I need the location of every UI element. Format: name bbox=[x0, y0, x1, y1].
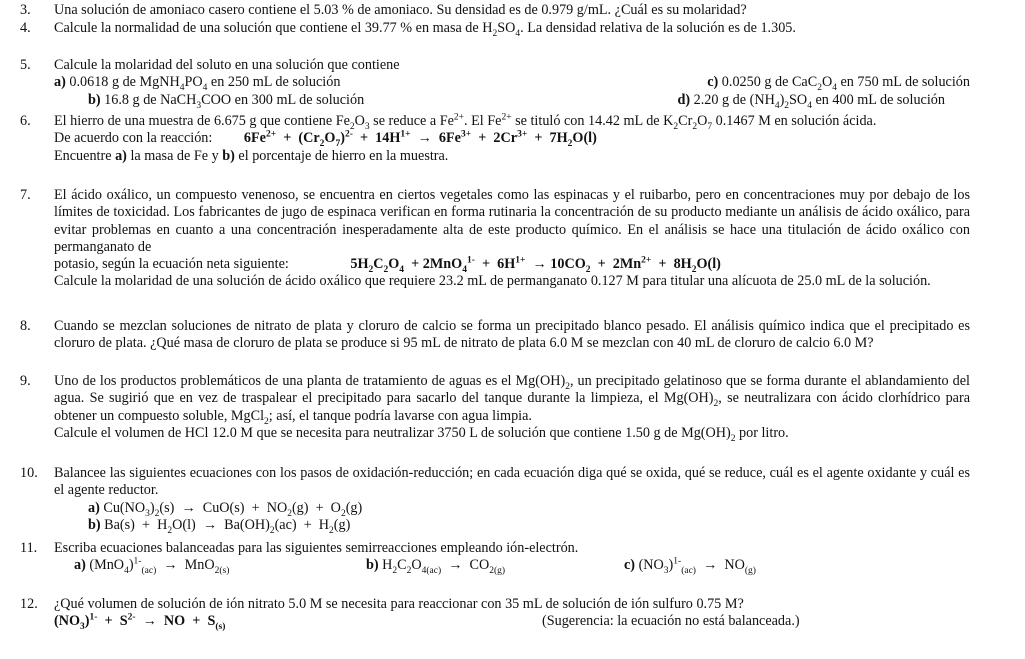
oxalic-equation: $5H_2C_2O_4 + 2MnO_4^{1-} + 6H^{1+} \to 10CO_2 + 2Mn^{2+} + 8H_2O(l)$ bbox=[350, 255, 721, 276]
question-text: El hierro de una muestra de 6.675 g que contiene $Fe_2O_3$ se reduce a $Fe^{2+}$. El $Fe^{2+}$ se tituló con 14.42 mL de $K_2Cr_2O_7$ 0.1467 M en solución ácida. bbox=[54, 112, 877, 132]
question-9 bbox=[20, 373, 970, 442]
half-reaction-b: b) $H_2C_2O_{4(ac)} \to CO_{2(g)}$ bbox=[366, 557, 506, 577]
question-number: 3. bbox=[20, 2, 31, 18]
question-number: 12. bbox=[20, 596, 38, 612]
sub-row-2 bbox=[88, 92, 945, 109]
question-text: Escriba ecuaciones balanceadas para las siguientes semirreacciones empleando ión-electrón. bbox=[54, 540, 579, 556]
sub-row-1 bbox=[54, 74, 970, 94]
equation-line: potasio, según la ecuación neta siguiente: $5H_2C_2O_4 + 2MnO_4^{1-} + 6H^{1+} \to 10CO_2 + 2Mn^{2+} + 8H_2O(l)$ bbox=[54, 255, 721, 276]
question-text: Cuando se mezclan soluciones de nitrato de plata y cloruro de calcio se forma un precipitado blanco pesado. El análisis químico indica que el precipitado es cloruro de plata. ¿Qué masa de cloruro de plata se produce si 95 mL de nitrato de plata 6.0 M se mezclan con 40 mL de cloruro de calcio 6.0 M? bbox=[54, 318, 970, 352]
equation-a: a) $Cu(NO_3)_2(s) \to CuO(s) + NO_2(g) + O_2(g)$ bbox=[88, 499, 363, 519]
question-text: Calcule la normalidad de una solución que contiene el 39.77 % en masa de $H_2SO_4$. La densidad relativa de la solución es de 1.305. bbox=[54, 20, 796, 39]
question-text-2: Calcule el volumen de HCl 12.0 M que se necesita para neutralizar 3750 L de solución que contiene 1.50 g de $Mg(OH)_2$ por litro. bbox=[54, 424, 789, 444]
question-text: ¿Qué volumen de solución de ión nitrato 5.0 M se necesita para reaccionar con 35 mL de solución de ión sulfuro 0.75 M? bbox=[54, 596, 744, 612]
hint-text: (Sugerencia: la ecuación no está balanceada.) bbox=[542, 613, 800, 630]
reaction-equation: $6Fe^{2+} + (Cr_2O_7)^{2-} + 14H^{1+} \to 6Fe^{3+} + 2Cr^{3+} + 7H_2O(l)$ bbox=[243, 129, 597, 150]
half-reaction-c: c) $(NO_3)^{1-}_{(ac)} \to NO_{(g)}$ bbox=[624, 556, 756, 577]
question-12 bbox=[20, 596, 970, 631]
question-text: Una solución de amoniaco casero contiene el 5.03 % de amoniaco. Su densidad es de 0.979 g/mL. ¿Cuál es su molaridad? bbox=[54, 2, 747, 18]
question-7 bbox=[20, 187, 970, 291]
question-8 bbox=[20, 318, 970, 353]
question-text: Balancee las siguientes ecuaciones con los pasos de oxidación-reducción; en cada ecuación diga qué se oxida, qué se reduce, cuál es el agente oxidante y cuál es el agente reductor. bbox=[54, 465, 970, 499]
reaction-line: De acuerdo con la reacción: $6Fe^{2+} + (Cr_2O_7)^{2-} + 14H^{1+} \to 6Fe^{3+} + 2Cr^{3+} + 7H_2O(l)$ bbox=[54, 129, 597, 150]
question-text: El ácido oxálico, un compuesto venenoso, se encuentra en ciertos vegetales como las espinacas y el ruibarbo, pero en concentraciones muy por debajo de los límites de toxicidad. Los fabricantes de jugo de espinaca verifican en forma rutinaria la concentración de su producto mediante un análisis de ácido oxálico, para evitar problemas en cuanto a una concentración inesperadamente alta de este producto químico. En el análisis se hace una titulación de ácido oxálico con permanganato de bbox=[54, 187, 970, 255]
find-line: Encuentre a) la masa de Fe y b) el porcentaje de hierro en la muestra. bbox=[54, 147, 449, 164]
item-a: a) 0.0618 g de $MgNH_4PO_4$ en 250 mL de solución bbox=[54, 74, 341, 94]
question-3 bbox=[20, 2, 970, 19]
item-d: d) 2.20 g de $(NH_4)_2SO_4$ en 400 mL de solución bbox=[677, 91, 945, 111]
nitrate-sulfide-equation: $(NO_3)^{1-} + S^{2-}$ → NO + $S_{(s)}$ bbox=[54, 612, 226, 633]
question-number: 4. bbox=[20, 20, 31, 36]
question-number: 10. bbox=[20, 465, 38, 481]
half-reaction-a: a) $(MnO_4)^{1-}_{(ac)} \to MnO_{2(s)}$ bbox=[74, 556, 230, 577]
question-text-2: Calcule la molaridad de una solución de ácido oxálico que requiere 23.2 mL de permanganato 0.127 M para titular una alícuota de 25.0 mL de la solución. bbox=[54, 273, 931, 290]
item-b: b) 16.8 g de NaCH$_3$COO en 300 mL de solución bbox=[88, 91, 365, 111]
question-5 bbox=[20, 57, 970, 109]
question-4 bbox=[20, 20, 970, 37]
question-10 bbox=[20, 465, 970, 534]
half-reactions bbox=[54, 557, 970, 575]
equation-b: b) $Ba(s) + H_2O(l) \to Ba(OH)_2(ac) + H_2(g)$ bbox=[88, 516, 351, 536]
question-number: 9. bbox=[20, 373, 31, 389]
question-text: Calcule la molaridad del soluto en una solución que contiene bbox=[54, 57, 400, 73]
question-11 bbox=[20, 540, 970, 575]
question-number: 5. bbox=[20, 57, 31, 73]
equation-line bbox=[54, 613, 970, 631]
question-text: Uno de los productos problemáticos de una planta de tratamiento de aguas es el $Mg(OH)_2$, un precipitado gelatinoso que se forma durante el ablandamiento del agua. Se sugirió que en vez de traspalear el precipitado para sacarlo del tanque durante la limpieza, el $Mg(OH)_2$, se neutralizara con ácido clorhídrico para obtener un compuesto soluble, MgCl$_2$; así, el tanque podría lavarse con agua limpia. bbox=[54, 373, 970, 427]
question-number: 6. bbox=[20, 113, 31, 129]
item-c: c) 0.0250 g de $CaC_2O_4$ en 750 mL de solución bbox=[707, 74, 970, 94]
question-number: 7. bbox=[20, 187, 31, 203]
question-number: 11. bbox=[20, 540, 38, 556]
question-6 bbox=[20, 113, 970, 165]
question-number: 8. bbox=[20, 318, 31, 334]
